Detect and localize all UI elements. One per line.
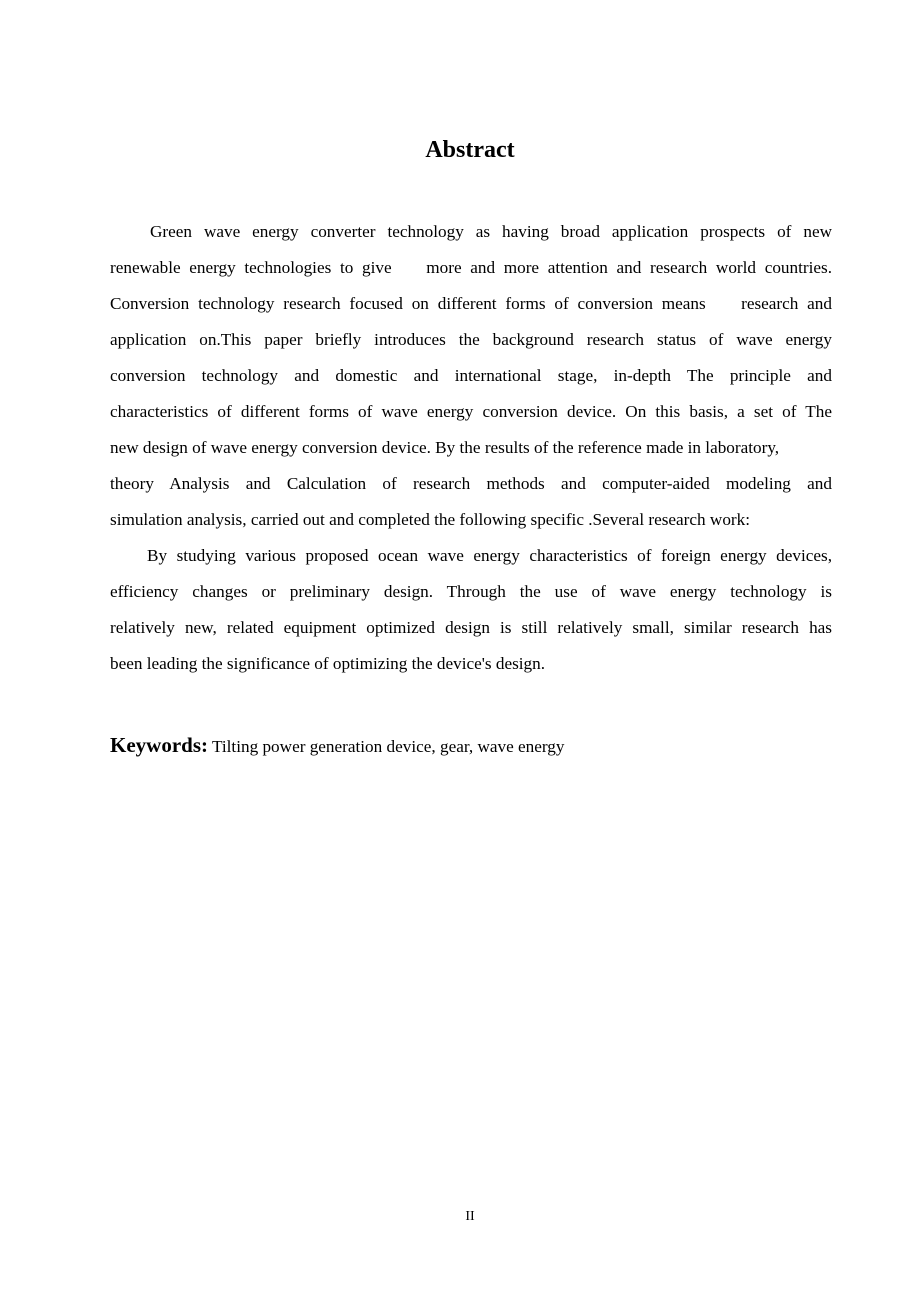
paragraph-1-line-2: renewable energy technologies to give more and more attention and research world countries. xyxy=(110,258,832,277)
paragraph-2-line-4: been leading the significance of optimizing the device's design. xyxy=(110,654,546,673)
paragraph-1-line-9: simulation analysis, carried out and completed the following specific .Several research work: xyxy=(110,510,751,529)
paragraph-1-line-6: characteristics of different forms of wave energy conversion device. On this basis, a set of The xyxy=(110,402,832,421)
keywords-label: Keywords: xyxy=(110,733,208,757)
paragraph-2-line-1: By studying various proposed ocean wave energy characteristics of foreign energy devices, xyxy=(147,546,832,565)
paragraph-1-line-5: conversion technology and domestic and international stage, in-depth The principle and xyxy=(110,366,832,385)
abstract-title: Abstract xyxy=(425,137,515,163)
page-number: II xyxy=(465,1209,475,1224)
paragraph-1-line-4: application on.This paper briefly introduces the background research status of wave energy xyxy=(110,330,832,349)
abstract-body xyxy=(110,214,832,682)
keywords-line xyxy=(110,728,564,765)
paragraph-1-line-8: theory Analysis and Calculation of research methods and computer-aided modeling and xyxy=(110,474,832,493)
paragraph-1-line-3: Conversion technology research focused on different forms of conversion means research and xyxy=(110,294,832,313)
paragraph-2-line-2: efficiency changes or preliminary design. Through the use of wave energy technology is xyxy=(110,582,832,601)
keywords-text: Tilting power generation device, gear, wave energy xyxy=(208,737,565,756)
paragraph-2-line-3: relatively new, related equipment optimized design is still relatively small, similar research has xyxy=(110,618,832,637)
paragraph-1-line-1: Green wave energy converter technology as having broad application prospects of new xyxy=(150,222,832,241)
paragraph-1-line-7: new design of wave energy conversion device. By the results of the reference made in laboratory, xyxy=(110,438,780,457)
